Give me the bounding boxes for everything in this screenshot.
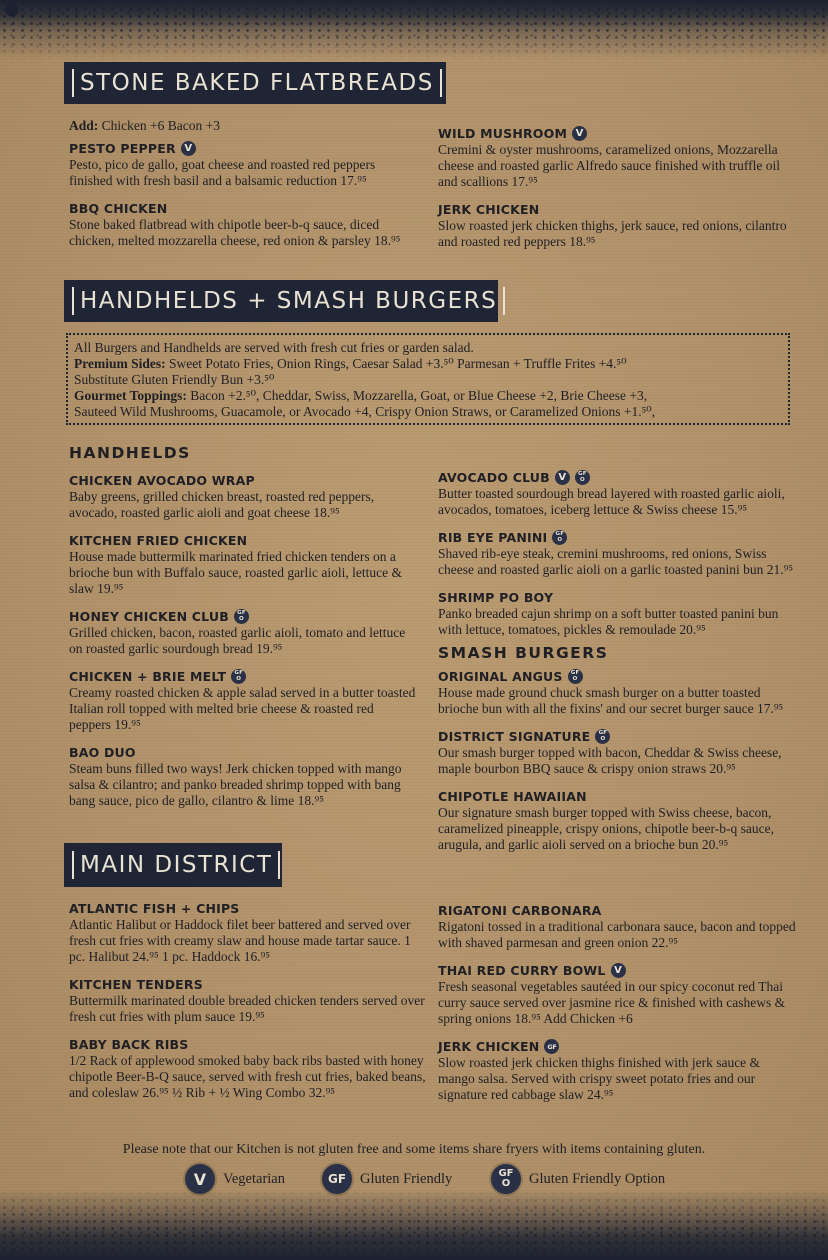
- notes-text: Bacon +2.⁵⁰, Cheddar, Swiss, Mozzarella, Goat, or Blue Cheese +2, Brie Cheese +3,: [186, 388, 648, 403]
- menu-item-name: RIB EYE PANINI GF O: [438, 530, 798, 545]
- menu-item-name: RIGATONI CARBONARA: [438, 903, 602, 918]
- menu-item: [69, 1037, 429, 1101]
- menu-item-description: Steam buns filled two ways! Jerk chicken topped with mango salsa & cilantro; and panko breaded shrimp topped with bang bang sauce, pico de gallo, cilantro & lime 18.⁹⁵: [69, 761, 402, 808]
- menu-item: [438, 202, 798, 250]
- menu-item-description: Fresh seasonal vegetables sautéed in our spicy coconut red Thai curry sauce served over jasmine rice & finished with cashews & spring onions 18.⁹⁵ Add Chicken +6: [438, 979, 786, 1026]
- menu-item-name: CHIPOTLE HAWAIIAN: [438, 789, 587, 804]
- menu-item: [438, 1039, 798, 1103]
- main-district-left-column: [69, 901, 429, 1113]
- handhelds-left-column: [69, 473, 419, 821]
- menu-item-description: Our signature smash burger topped with Swiss cheese, bacon, caramelized pineapple, crispy onions, chipotle beer-b-q sauce, arugula, and garlic aioli served on a brioche bun 20.⁹⁵: [438, 805, 774, 852]
- smash-burgers-column: [438, 669, 798, 865]
- legend-label: Vegetarian: [223, 1170, 285, 1187]
- section-banner-flatbreads: [64, 62, 446, 104]
- menu-item-description: House made buttermilk marinated fried chicken tenders on a brioche bun with Buffalo sauce, roasted garlic aioli, lettuce & slaw 19.⁹⁵: [69, 549, 403, 596]
- menu-item: [438, 963, 798, 1027]
- subheading-smash-burgers: SMASH BURGERS: [438, 644, 609, 662]
- menu-item-description: Creamy roasted chicken & apple salad served in a butter toasted Italian roll topped with melted brie cheese & roasted red peppers 19.⁹⁵: [69, 685, 416, 732]
- bottom-grunge-border: [0, 1190, 828, 1260]
- legend-label: Gluten Friendly Option: [529, 1170, 666, 1187]
- menu-item-name: BBQ CHICKEN: [69, 201, 168, 216]
- menu-item-name: JERK CHICKEN GF: [438, 1039, 798, 1054]
- notes-line: All Burgers and Handhelds are served with fresh cut fries or garden salad.: [74, 340, 474, 355]
- subheading-handhelds: HANDHELDS: [69, 444, 191, 462]
- vegetarian-icon: V: [611, 963, 626, 978]
- notes-label: Gourmet Toppings:: [74, 388, 187, 403]
- menu-item-description: Butter toasted sourdough bread layered with roasted garlic aioli, avocados, tomatoes, iceberg lettuce & Swiss cheese 15.⁹⁵: [438, 486, 785, 517]
- main-district-right-column: [438, 903, 798, 1115]
- menu-item-description: Atlantic Halibut or Haddock filet beer battered and served over fresh cut fries with creamy slaw and house made tartar sauce. 1 pc. Halibut 24.⁹⁵ 1 pc. Haddock 16.⁹⁵: [69, 917, 411, 964]
- menu-item-description: Panko breaded cajun shrimp on a soft butter toasted panini bun with lettuce, tomatoes, pickles & remoulade 20.⁹⁵: [438, 606, 779, 637]
- menu-item-description: Slow roasted jerk chicken thighs finished with jerk sauce & mango salsa. Served with crispy sweet potato fries and our signature red cabbage slaw 24.⁹⁵: [438, 1055, 761, 1102]
- vegetarian-icon: V: [572, 126, 587, 141]
- section-banner-main-district: [64, 843, 282, 887]
- notes-label: Premium Sides:: [74, 356, 166, 371]
- vegetarian-icon: V: [185, 1164, 215, 1194]
- legend-label: Gluten Friendly: [360, 1170, 453, 1187]
- menu-item: [438, 530, 798, 578]
- gluten-friendly-option-icon: GF O: [552, 530, 567, 545]
- gluten-disclaimer: Please note that our Kitchen is not gluten free and some items share fryers with items containing gluten.: [122, 1142, 706, 1157]
- flatbreads-add-line: [69, 118, 220, 134]
- burger-notes-box: [66, 333, 790, 425]
- menu-item-description: House made ground chuck smash burger on a butter toasted brioche bun with all the fixins' and our secret burger sauce 17.⁹⁵: [438, 685, 784, 716]
- menu-item-description: Slow roasted jerk chicken thighs, jerk sauce, red onions, cilantro and roasted red peppers 18.⁹⁵: [438, 218, 787, 249]
- menu-item: [438, 590, 798, 638]
- gluten-friendly-option-icon: GF O: [568, 669, 583, 684]
- gluten-friendly-option-icon: GF O: [595, 729, 610, 744]
- menu-item: [69, 609, 419, 657]
- menu-item: [69, 745, 419, 809]
- notes-line: [74, 356, 782, 372]
- menu-item: [69, 977, 429, 1025]
- add-text: Chicken +6 Bacon +3: [98, 118, 220, 133]
- menu-item: [438, 729, 798, 777]
- notes-line: [74, 388, 782, 404]
- menu-item-description: Grilled chicken, bacon, roasted garlic aioli, tomato and lettuce on roasted garlic sourdough bread 19.⁹⁵: [69, 625, 406, 656]
- menu-item-name: CHICKEN + BRIE MELT GF O: [69, 669, 419, 684]
- menu-item: [69, 901, 429, 965]
- menu-item-description: Our smash burger topped with bacon, Cheddar & Swiss cheese, maple bourbon BBQ sauce & crispy onion straws 20.⁹⁵: [438, 745, 782, 776]
- menu-item-name: CHICKEN AVOCADO WRAP: [69, 473, 255, 488]
- section-title: MAIN DISTRICT: [72, 851, 280, 879]
- menu-item-description: Cremini & oyster mushrooms, caramelized onions, Mozzarella cheese and roasted garlic Alfredo sauce finished with truffle oil and scallions 17.⁹⁵: [438, 142, 781, 189]
- menu-item: [438, 669, 798, 717]
- gluten-friendly-icon: GF: [322, 1164, 352, 1194]
- notes-line: Substitute Gluten Friendly Bun +3.⁵⁰: [74, 372, 275, 387]
- menu-item: [438, 903, 798, 951]
- gluten-friendly-option-icon: GF O: [575, 470, 590, 485]
- menu-item-name: KITCHEN FRIED CHICKEN: [69, 533, 248, 548]
- menu-item-name: HONEY CHICKEN CLUB GF O: [69, 609, 419, 624]
- flatbreads-right-column: [438, 126, 798, 262]
- top-grunge-border: [0, 0, 828, 60]
- legend-vegetarian: [185, 1164, 285, 1194]
- menu-item-description: Rigatoni tossed in a traditional carbonara sauce, bacon and topped with shaved parmesan and green onion 22.⁹⁵: [438, 919, 796, 950]
- menu-item: [69, 473, 419, 521]
- vegetarian-icon: V: [181, 141, 196, 156]
- menu-item: [438, 126, 798, 190]
- menu-item: [69, 141, 419, 189]
- vegetarian-icon: V: [555, 470, 570, 485]
- handhelds-right-column: [438, 470, 798, 650]
- menu-item-name: AVOCADO CLUB V GF O: [438, 470, 798, 485]
- menu-item-description: Pesto, pico de gallo, goat cheese and roasted red peppers finished with fresh basil and a balsamic reduction 17.⁹⁵: [69, 157, 376, 188]
- notes-text: Sweet Potato Fries, Onion Rings, Caesar Salad +3.⁵⁰ Parmesan + Truffle Frites +4.⁵⁰: [165, 356, 627, 371]
- menu-item-name: WILD MUSHROOM V: [438, 126, 798, 141]
- gluten-friendly-option-icon: GF O: [234, 609, 249, 624]
- menu-item: [69, 533, 419, 597]
- menu-item-description: Shaved rib-eye steak, cremini mushrooms, red onions, Swiss cheese and roasted garlic aioli on a garlic toasted panini bun 21.⁹⁵: [438, 546, 794, 577]
- menu-item-description: Baby greens, grilled chicken breast, roasted red peppers, avocado, roasted garlic aioli and goat cheese 18.⁹⁵: [69, 489, 375, 520]
- menu-item-name: DISTRICT SIGNATURE GF O: [438, 729, 798, 744]
- menu-item-name: BAO DUO: [69, 745, 136, 760]
- section-title: HANDHELDS + SMASH BURGERS: [72, 287, 505, 315]
- menu-item-description: Buttermilk marinated double breaded chicken tenders served over fresh cut fries with plum sauce 19.⁹⁵: [69, 993, 425, 1024]
- menu-item-description: 1/2 Rack of applewood smoked baby back ribs basted with honey chipotle Beer-B-Q sauce, served with fresh cut fries, baked beans, and coleslaw 26.⁹⁵ ½ Rib + ½ Wing Combo 32.⁹⁵: [69, 1053, 426, 1100]
- section-title: STONE BAKED FLATBREADS: [72, 69, 442, 97]
- gluten-friendly-option-icon: GF O: [231, 669, 246, 684]
- legend-gluten-friendly-option: [491, 1164, 665, 1194]
- menu-item-description: Stone baked flatbread with chipotle beer-b-q sauce, diced chicken, melted mozzarella cheese, red onion & parsley 18.⁹⁵: [69, 217, 401, 248]
- notes-line: Sauteed Wild Mushrooms, Guacamole, or Avocado +4, Crispy Onion Straws, or Caramelized Onions +1.⁵⁰,: [74, 404, 656, 419]
- menu-item: [438, 470, 798, 518]
- flatbreads-left-column: [69, 141, 419, 261]
- gluten-friendly-option-icon: GF O: [491, 1164, 521, 1194]
- menu-item-name: PESTO PEPPER V: [69, 141, 419, 156]
- menu-item: [69, 201, 419, 249]
- add-label: Add:: [69, 118, 99, 133]
- menu-item-name: JERK CHICKEN: [438, 202, 540, 217]
- menu-item-name: ATLANTIC FISH + CHIPS: [69, 901, 240, 916]
- gluten-friendly-icon: GF: [544, 1039, 559, 1054]
- legend-gluten-friendly: [322, 1164, 452, 1194]
- menu-item: [438, 789, 798, 853]
- section-banner-handhelds-burgers: [64, 280, 498, 322]
- menu-item-name: ORIGINAL ANGUS GF O: [438, 669, 798, 684]
- menu-item-name: BABY BACK RIBS: [69, 1037, 189, 1052]
- menu-item-name: THAI RED CURRY BOWL V: [438, 963, 798, 978]
- menu-item-name: KITCHEN TENDERS: [69, 977, 203, 992]
- menu-item: [69, 669, 419, 733]
- menu-item-name: SHRIMP PO BOY: [438, 590, 554, 605]
